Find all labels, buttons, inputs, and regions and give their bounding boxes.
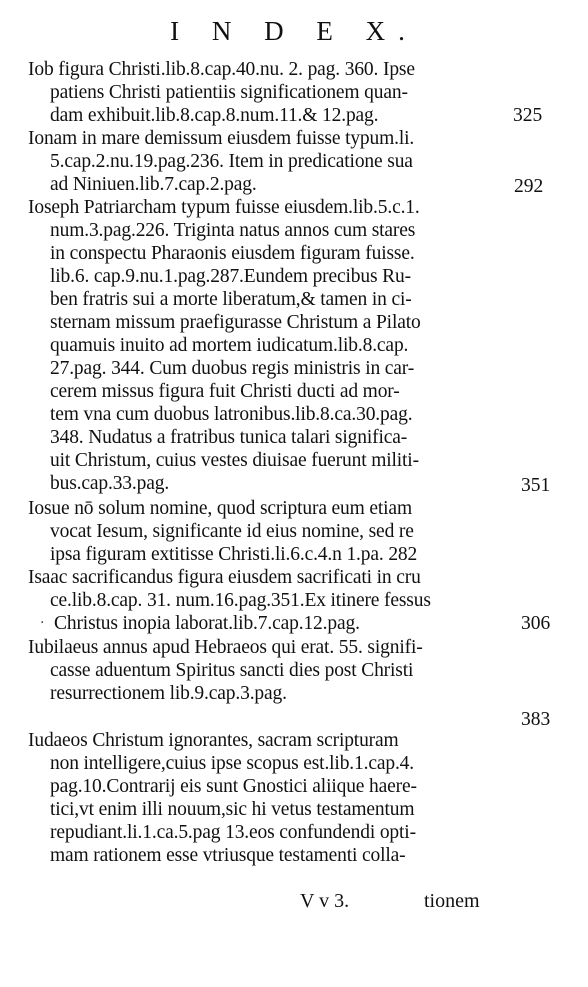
index-line: ben fratris sui a morte liberatum,& tamen in ci- — [50, 289, 412, 310]
page-ref: 383 — [521, 709, 551, 730]
catchword: tionem — [424, 890, 480, 912]
index-line: non intelligere,cuius ipse scopus est.lib.1.cap.4. — [50, 753, 415, 774]
index-line: tici,vt enim illi nouum,sic hi vetus testamentum — [50, 799, 415, 820]
index-line: resurrectionem lib.9.cap.3.pag. — [50, 683, 287, 704]
running-head: I N D E X. — [170, 16, 418, 46]
index-line: Ioseph Patriarcham typum fuisse eiusdem.lib.5.c.1. — [28, 197, 420, 218]
index-line: Christus inopia laborat.lib.7.cap.12.pag. — [54, 613, 360, 634]
index-line: casse aduentum Spiritus sancti dies post Christi — [50, 660, 414, 681]
index-line: dam exhibuit.lib.8.cap.8.num.11.& 12.pag. — [50, 105, 379, 126]
index-line: mam rationem esse vtriusque testamenti colla- — [50, 845, 406, 866]
index-line: pag.10.Contrarij eis sunt Gnostici aliique haere- — [50, 776, 417, 797]
index-line: ipsa figuram extitisse Christi.li.6.c.4.n 1.pa. 282 — [50, 544, 418, 565]
index-line: 348. Nudatus a fratribus tunica talari significa- — [50, 427, 408, 448]
index-line: num.3.pag.226. Triginta natus annos cum stares — [50, 220, 416, 241]
index-line: patiens Christi patientiis significationem quan- — [50, 82, 408, 103]
index-line: vocat Iesum, significante id eius nomine, sed re — [50, 521, 414, 542]
index-line: 5.cap.2.nu.19.pag.236. Item in predicatione sua — [50, 151, 413, 172]
page-ref: 351 — [521, 475, 551, 496]
index-line: ad Niniuen.lib.7.cap.2.pag. — [50, 174, 257, 195]
index-line: 27.pag. 344. Cum duobus regis ministris in car- — [50, 358, 415, 379]
index-line: sternam missum praefigurasse Christum a Pilato — [50, 312, 421, 333]
index-line: in conspectu Pharaonis eiusdem figuram fuisse. — [50, 243, 415, 264]
margin-mark: · — [40, 615, 45, 631]
index-line: uit Christum, cuius vestes diuisae fuerunt militi- — [50, 450, 419, 471]
index-line: lib.6. cap.9.nu.1.pag.287.Eundem precibus Ru- — [50, 266, 411, 287]
page-ref: 292 — [514, 176, 544, 197]
index-line: ce.lib.8.cap. 31. num.16.pag.351.Ex itinere fessus — [50, 590, 431, 611]
page-ref: 306 — [521, 613, 551, 634]
index-line: Isaac sacrificandus figura eiusdem sacrificati in cru — [28, 567, 421, 588]
index-line: repudiant.li.1.ca.5.pag 13.eos confundendi opti- — [50, 822, 416, 843]
index-line: Ionam in mare demissum eiusdem fuisse typum.li. — [28, 128, 415, 149]
index-line: Iosue nō solum nomine, quod scriptura eum etiam — [28, 498, 412, 519]
index-line: quamuis inuito ad mortem iudicatum.lib.8.cap. — [50, 335, 409, 356]
index-line: Iudaeos Christum ignorantes, sacram scripturam — [28, 730, 399, 751]
index-line: bus.cap.33.pag. — [50, 473, 170, 494]
index-line: Iob figura Christi.lib.8.cap.40.nu. 2. pag. 360. Ipse — [28, 59, 415, 80]
signature-mark: V v 3. — [300, 890, 350, 912]
index-line: tem vna cum duobus latronibus.lib.8.ca.30.pag. — [50, 404, 413, 425]
page-ref: 325 — [513, 105, 543, 126]
index-line: Iubilaeus annus apud Hebraeos qui erat. 55. signifi- — [28, 637, 423, 658]
index-line: cerem missus figura fuit Christi ducti ad mor- — [50, 381, 400, 402]
